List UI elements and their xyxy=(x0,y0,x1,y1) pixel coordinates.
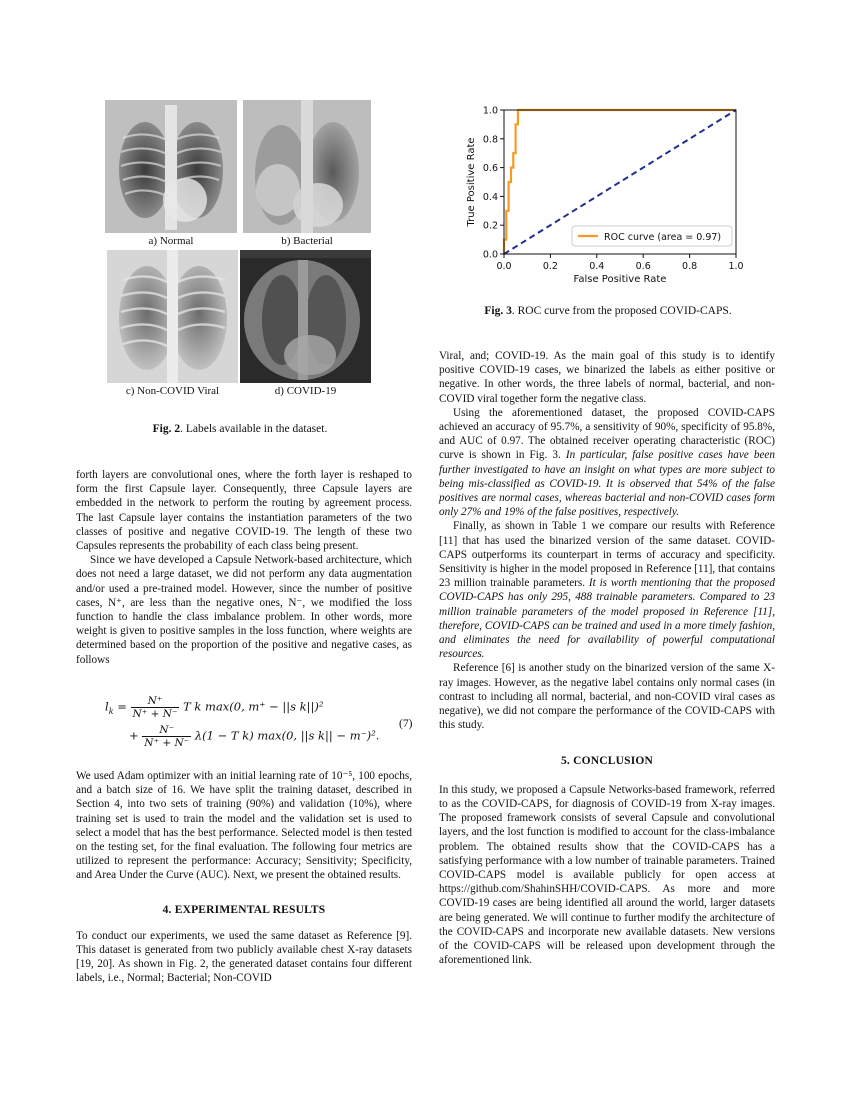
section-4-title: 4. EXPERIMENTAL RESULTS xyxy=(162,903,326,916)
figure2-label-non-covid-viral: c) Non-COVID Viral xyxy=(125,385,220,397)
figure2-label-normal: a) Normal xyxy=(148,235,194,247)
y-tick-label: 0.2 xyxy=(482,220,498,232)
figure3-caption-label: Fig. 3 xyxy=(484,305,512,317)
x-axis-label: False Positive Rate xyxy=(573,274,667,285)
left-paragraph-2: Since we have developed a Capsule Network-based architecture, which does not need a large dataset, we did not perform any data augmentation and/or used a pre-trained model. However, since the number of positive cases, N⁺, are less than the negative ones, N⁻, we modified the loss function to handle the class imbalance problem. In other words, more weight is given to positive samples in the loss function, where weights are determined based on the proportion of the positive and negative cases, as follows xyxy=(76,554,412,666)
xray-image-bacterial xyxy=(243,100,371,233)
left-paragraph-3: We used Adam optimizer with an initial learning rate of 10⁻⁵, 100 epochs, and a batch size of 16. We have split the training dataset, described in Section 4, into two sets of training (90%) and validation (10%), where training set is used to train the model and the validation set is used to select a model that has the best performance. Selected model is then tested on the testing set, for the final evaluation. The following four metrics are utilized to represent the performance: Accuracy; Sensitivity; Specificity, and Area Under the Curve (AUC). Next, we present the obtained results. xyxy=(76,770,412,882)
y-tick-label: 0.4 xyxy=(482,191,498,203)
figure2-caption-text: . Labels available in the dataset. xyxy=(180,423,328,435)
loss-equation-fraction-negative: $\frac{N^-}{N^+ + N^-}$ xyxy=(144,724,190,749)
y-tick-label: 1.0 xyxy=(482,105,498,117)
y-tick-label: 0.0 xyxy=(482,249,498,261)
right-paragraph-3 xyxy=(439,519,775,661)
right-paragraph-1: Viral, and; COVID-19. As the main goal of this study is to identify positive COVID-19 cases, we binarized the labels as either positive or negative. In other words, the three labels of normal, bacterial, and non-COVID viral together form the negative class. xyxy=(439,350,775,405)
x-tick-label: 1.0 xyxy=(728,261,744,272)
x-tick-label: 0.4 xyxy=(589,261,605,272)
right-paragraph-5: In this study, we proposed a Capsule Networks-based framework, referred to as the COVID-CAPS, for diagnosis of COVID-19 from X-ray images. The proposed framework consists of several Capsule and convolutional layers, and the lost function is modified to account for the class-imbalance problem. The obtained results show that the COVID-CAPS has a satisfying performance with a low number of trainable parameters. Trained COVID-CAPS model is available publicly for open access at https://github.com/ShahinSHH/COVID-CAPS. As more and more COVID-19 cases are being identified all around the world, larger datasets are being generated. We will continue to further modify the architecture of the COVID-CAPS and incorporate new available datasets. New versions of the COVID-CAPS will be released upon development through the aforementioned link. xyxy=(439,783,775,967)
roc-chart xyxy=(462,96,752,296)
left-column-upper xyxy=(76,468,412,667)
loss-equation-line-1: $l_k$ = $\frac{N^+}{N^+ + N^-}$ T k max(0, m⁺ − ||s k||)² xyxy=(105,695,324,720)
legend-label: ROC curve (area = 0.97) xyxy=(604,232,722,243)
loss-equation-term-2: λ(1 − T k) max(0, ||s k|| − m⁻)². xyxy=(194,728,380,743)
left-paragraph-4: To conduct our experiments, we used the same dataset as Reference [9]. This dataset is generated from two publicly available chest X-ray datasets [19, 20]. As shown in Fig. 2, the generated dataset contains four different labels, i.e., Normal; Bacterial; Non-COVID xyxy=(76,929,412,985)
x-tick-label: 0.0 xyxy=(496,261,512,272)
y-tick-label: 0.6 xyxy=(482,163,498,175)
x-tick-label: 0.8 xyxy=(682,261,698,272)
y-axis-label: True Positive Rate xyxy=(466,137,477,227)
loss-equation-term-1: T k max(0, m⁺ − ||s k||)² xyxy=(183,699,324,714)
xray-image-non-covid-viral xyxy=(107,250,238,383)
figure2-label-bacterial: b) Bacterial xyxy=(281,235,333,247)
x-tick-label: 0.2 xyxy=(542,261,558,272)
loss-equation-line-2: + $\frac{N^-}{N^+ + N^-}$ λ(1 − T k) max(0, ||s k|| − m⁻)². xyxy=(129,724,380,749)
figure3-caption-text: . ROC curve from the proposed COVID-CAPS. xyxy=(511,305,732,317)
section-5-title: 5. CONCLUSION xyxy=(560,755,654,768)
right-column xyxy=(439,349,775,967)
xray-image-covid-19 xyxy=(240,250,371,383)
figure2-caption xyxy=(60,423,420,435)
left-column-lower xyxy=(76,769,412,986)
right-paragraph-3-plain: Finally, as shown in Table 1 we compare our results with Reference [11] that has used the binarized version of the same dataset. COVID-CAPS outperforms its counterpart in terms of accuracy and specificity. Sensitivity is higher in the model proposed in Reference [11], that contains 23 million trainable parameters. xyxy=(439,520,775,590)
loss-equation-fraction-positive: $\frac{N^+}{N^+ + N^-}$ xyxy=(132,695,178,720)
right-paragraph-3-italic: It is worth mentioning that the proposed COVID-CAPS has only 295, 488 trainable parameters. Compared to 23 million trainable parameters of the model proposed in Reference [11], therefore, COVID-CAPS can be trained and used in a more timely fashion, and eliminates the need for availability of powerful computational resources. xyxy=(439,577,775,661)
x-tick-label: 0.6 xyxy=(635,261,651,272)
loss-equation xyxy=(105,695,405,749)
y-tick-label: 0.8 xyxy=(482,134,498,146)
xray-image-normal xyxy=(105,100,237,233)
equation-number: (7) xyxy=(399,718,413,730)
figure3-caption xyxy=(440,305,776,317)
left-paragraph-1: forth layers are convolutional ones, where the forth layer is reshaped to form the first Capsule layer. Consequently, three Capsule layers are embedded in the network to perform the routing by agreement process. The last Capsule layer contains the instantiation parameters of the two classes of positive and negative COVID-19. The length of these two Capsules represents the probability of each class being present. xyxy=(76,469,412,553)
figure2-label-covid-19: d) COVID-19 xyxy=(274,385,337,397)
right-paragraph-2 xyxy=(439,406,775,520)
loss-equation-lhs: l xyxy=(105,699,109,714)
right-paragraph-2-plain: Using the aforementioned dataset, the proposed COVID-CAPS achieved an accuracy of 95.7%, a sensitivity of 90%, specificity of 95.8%, and AUC of 0.97. The obtained receiver operating characteristic (ROC) curve is shown in Fig. 3. xyxy=(439,406,775,462)
figure2-caption-label: Fig. 2 xyxy=(152,423,181,435)
right-paragraph-2-italic: In particular, false positive cases have been further investigated to have an insight on what types are more subject to being mis-classified as COVID-19. It is observed that 54% of the false positives are normal cases, whereas bacterial and non-COVID cases form only 27% and 19% of the false positives, respectively. xyxy=(439,449,775,519)
right-paragraph-4: Reference [6] is another study on the binarized version of the same X-ray images. However, as the negative label contains only normal cases (in contrast to including all normal, bacterial, and non-COVID viral cases as negative), we did not compare the performance of the COVID-CAPS with this study. xyxy=(439,662,775,732)
